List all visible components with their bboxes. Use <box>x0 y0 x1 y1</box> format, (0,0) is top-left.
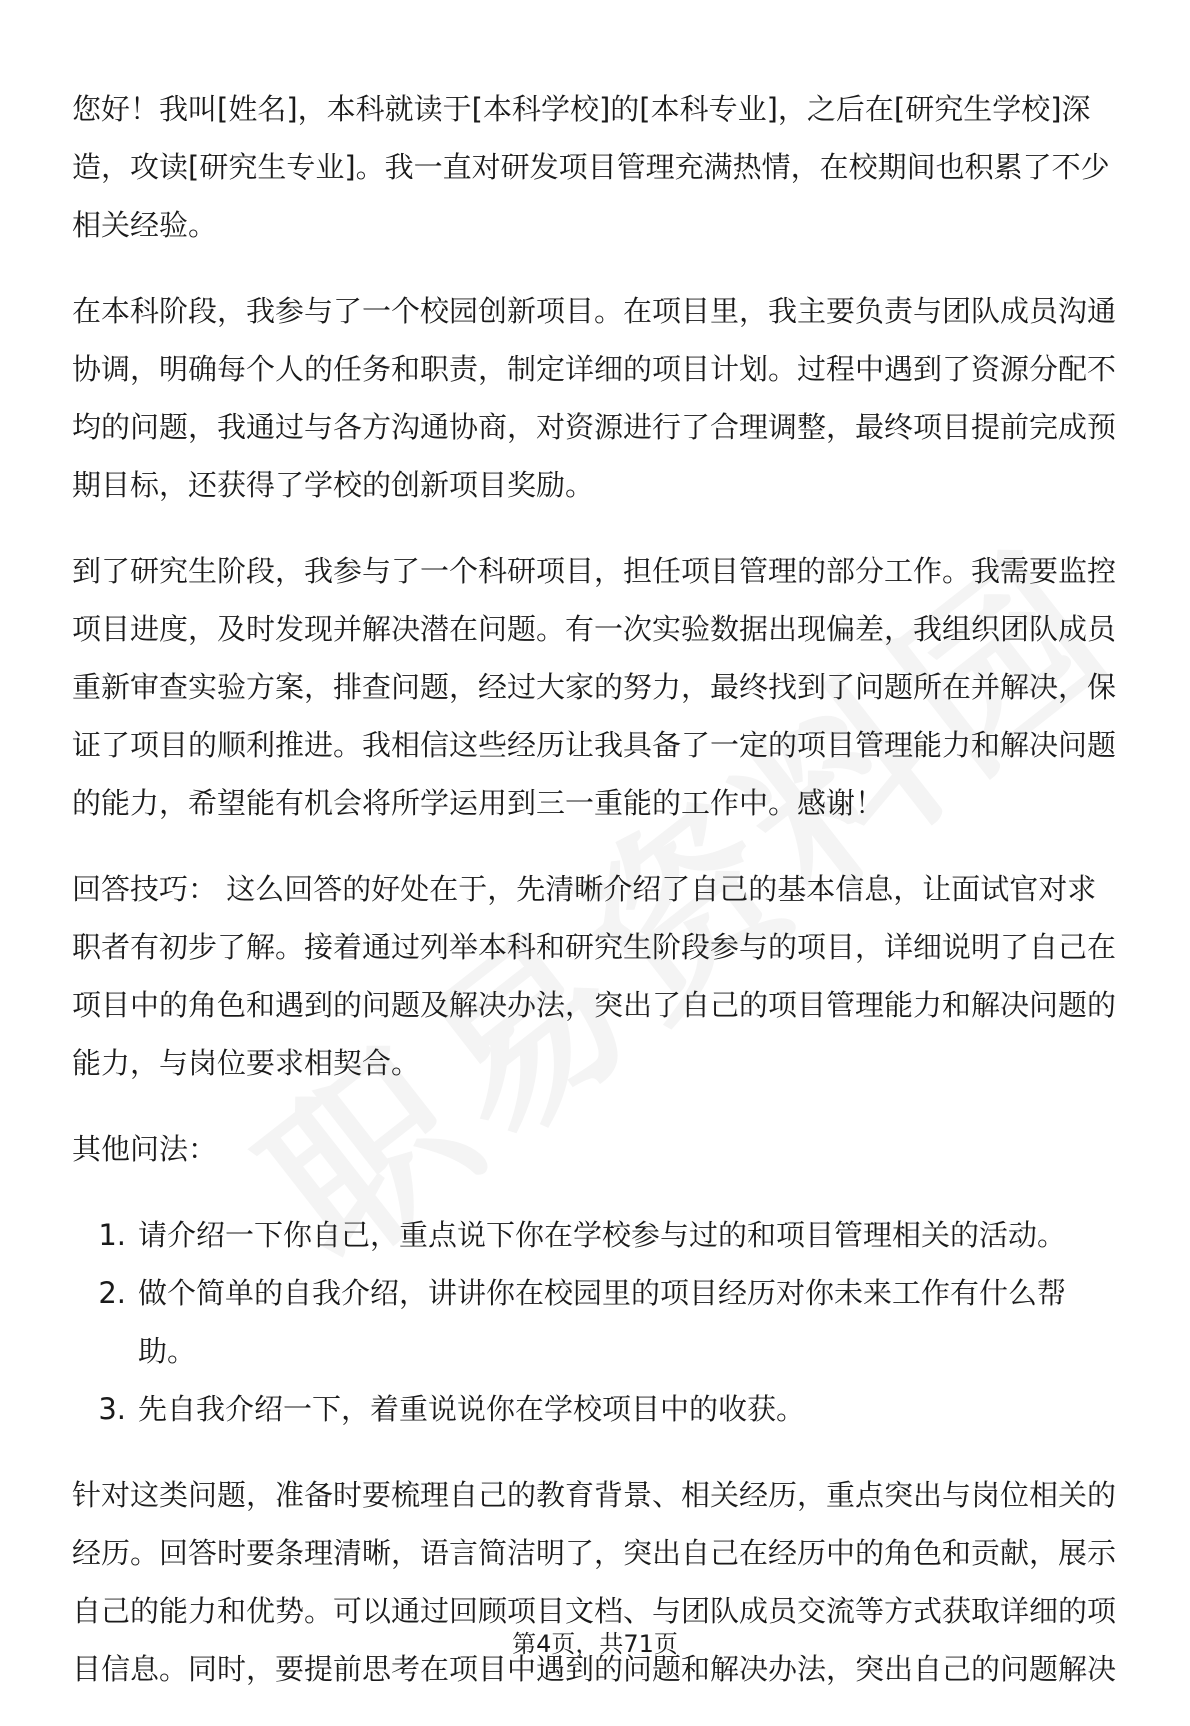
answer-tips-paragraph: 回答技巧： 这么回答的好处在于，先清晰介绍了自己的基本信息，让面试官对求职者有初步了解。接着通过列举本科和研究生阶段参与的项目，详细说明了自己在项目中的角色和遇到的问题及解决办法，突出了自己的项目管理能力和解决问题的能力，与岗位要求相契合。 <box>72 872 1117 1080</box>
closing-paragraph: 针对这类问题，准备时要梳理自己的教育背景、相关经历，重点突出与岗位相关的经历。回答时要条理清晰，语言简洁明了，突出自己在经历中的角色和贡献，展示自己的能力和优势。可以通过回顾项目文档、与团队成员交流等方式获取详细的项目信息。同时，要提前思考在项目中遇到的问题和解决办法，突出自己的问题解决 <box>72 1478 1117 1686</box>
list-text: 请介绍一下你自己，重点说下你在学校参与过的和项目管理相关的活动。 <box>138 1218 1067 1252</box>
other-questions-heading: 其他问法： <box>72 1132 218 1166</box>
list-item <box>72 1380 1122 1438</box>
list-number: 2. <box>98 1276 126 1310</box>
list-number: 3. <box>98 1392 126 1426</box>
undergraduate-paragraph: 在本科阶段，我参与了一个校园创新项目。在项目里，我主要负责与团队成员沟通协调，明确每个人的任务和职责，制定详细的项目计划。过程中遇到了资源分配不均的问题，我通过与各方沟通协商，对资源进行了合理调整，最终项目提前完成预期目标，还获得了学校的创新项目奖励。 <box>72 294 1117 502</box>
list-number: 1. <box>98 1218 126 1252</box>
list-text: 做个简单的自我介绍，讲讲你在校园里的项目经历对你未来工作有什么帮助。 <box>138 1276 1067 1368</box>
intro-paragraph: 您好！我叫[姓名]，本科就读于[本科学校]的[本科专业]，之后在[研究生学校]深造，攻读[研究生专业]。我一直对研发项目管理充满热情，在校期间也积累了不少相关经验。 <box>72 92 1110 242</box>
page-number-footer: 第4页，共71页 <box>512 1630 678 1658</box>
other-questions-list <box>72 1206 1122 1438</box>
list-text: 先自我介绍一下，着重说说你在学校项目中的收获。 <box>138 1392 806 1426</box>
list-item <box>72 1206 1122 1264</box>
list-item <box>72 1264 1122 1380</box>
document-body <box>72 80 1122 1726</box>
graduate-paragraph: 到了研究生阶段，我参与了一个科研项目，担任项目管理的部分工作。我需要监控项目进度，及时发现并解决潜在问题。有一次实验数据出现偏差，我组织团队成员重新审查实验方案，排查问题，经过大家的努力，最终找到了问题所在并解决，保证了项目的顺利推进。我相信这些经历让我具备了一定的项目管理能力和解决问题的能力，希望能有机会将所学运用到三一重能的工作中。感谢！ <box>72 554 1117 820</box>
